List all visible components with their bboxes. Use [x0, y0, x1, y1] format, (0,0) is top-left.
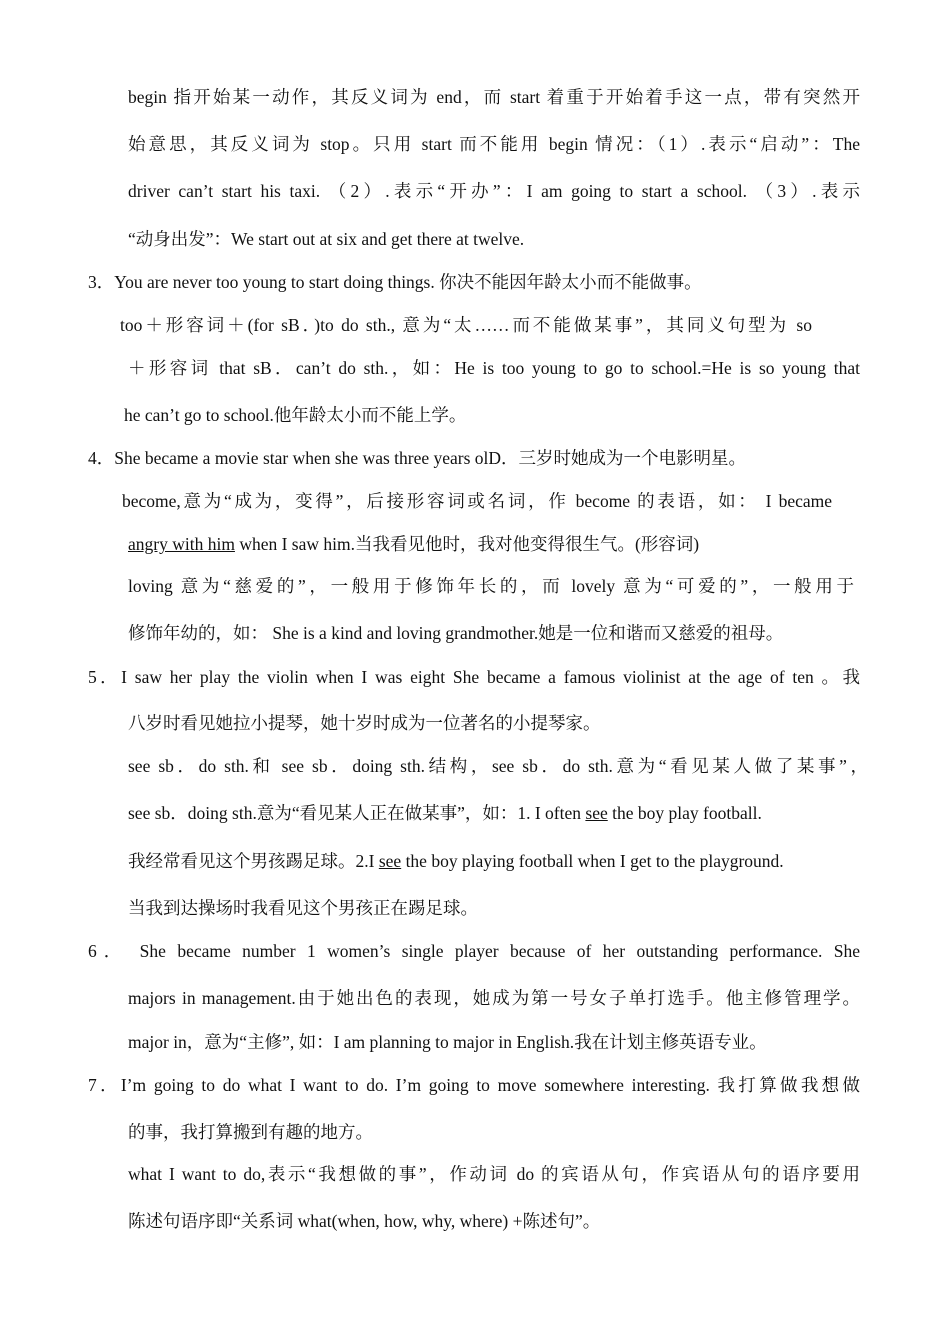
text-line-17-b: the boy play football. — [607, 803, 762, 823]
text-line-24: 的事，我打算搬到有趣的地方。 — [128, 1122, 373, 1142]
text-line-3: driver can’t start his taxi. （2）.表示“开办”：I am going to start a school. （3）.表示 — [128, 181, 860, 201]
underlined-word: see — [585, 803, 608, 823]
item-4-heading: 4．She became a movie star when she was three years olD．三岁时她成为一个电影明星。 — [88, 448, 747, 468]
text-line-21: majors in management.由于她出色的表现，她成为第一号女子单打选手。他主修管理学。 — [128, 988, 860, 1008]
text-line-18-b: the boy playing football when I get to the playground. — [401, 851, 784, 871]
text-line-19: 当我到达操场时我看见这个男孩正在踢足球。 — [128, 898, 478, 918]
text-line-15: 八岁时看见她拉小提琴，她十岁时成为一位著名的小提琴家。 — [128, 713, 601, 733]
text-line-17-a: see sb．doing sth.意为“看见某人正在做某事”，如：1. I often — [128, 803, 586, 823]
item-5-heading: 5．I saw her play the violin when I was eight She became a famous violinist at the age of ten 。我 — [88, 667, 860, 687]
text-line-10: become,意为“成为，变得”，后接形容词或名词，作 become 的表语，如： I became — [122, 491, 832, 511]
text-line-12: loving 意为“慈爱的”，一般用于修饰年长的，而 lovely 意为“可爱的”，一般用于 — [128, 576, 854, 596]
text-line-18 — [128, 850, 784, 872]
underlined-phrase: angry with him — [128, 534, 235, 554]
text-line-11 — [128, 533, 699, 555]
text-line-7: ＋形容词 that sB．can’t do sth.，如：He is too young to go to school.=He is so young that — [128, 358, 860, 378]
text-line-26: 陈述句语序即“关系词 what(when, how, why, where) +陈述句”。 — [128, 1211, 601, 1231]
text-line-16: see sb．do sth.和 see sb．doing sth.结构，see sb．do sth.意为“看见某人做了某事”， — [128, 756, 868, 776]
text-line-1: begin 指开始某一动作，其反义词为 end，而 start 着重于开始着手这一点，带有突然开 — [128, 87, 860, 107]
item-6-heading: 6． She became number 1 women’s single player because of her outstanding performance. She — [88, 941, 860, 961]
underlined-word: see — [378, 851, 402, 871]
text-line-13: 修饰年幼的，如： She is a kind and loving grandmother.她是一位和谐而又慈爱的祖母。 — [128, 623, 784, 643]
text-line-17 — [128, 802, 762, 824]
text-line-4: “动身出发”：We start out at six and get there at twelve. — [128, 229, 525, 249]
text-line-11-rest: when I saw him.当我看见他时，我对他变得很生气。(形容词) — [234, 534, 700, 554]
text-line-8: he can’t go to school.他年龄太小而不能上学。 — [124, 405, 467, 425]
text-line-22: major in，意为“主修”, 如：I am planning to major in English.我在计划主修英语专业。 — [128, 1032, 767, 1052]
text-line-6: too＋形容词＋(for sB．)to do sth., 意为“太……而不能做某事”，其同义句型为 so — [120, 315, 812, 335]
text-line-2: 始意思，其反义词为 stop。只用 start 而不能用 begin 情况：（1）.表示“启动”：The — [128, 134, 860, 154]
item-7-heading: 7．I’m going to do what I want to do. I’m going to move somewhere interesting. 我打算做我想做 — [88, 1075, 860, 1095]
item-3-heading: 3．You are never too young to start doing things. 你决不能因年龄太小而不能做事。 — [88, 272, 702, 292]
text-line-18-a: 我经常看见这个男孩踢足球。2.I — [128, 851, 379, 871]
text-line-25: what I want to do,表示“我想做的事”，作动词 do 的宾语从句，作宾语从句的语序要用 — [128, 1164, 860, 1184]
